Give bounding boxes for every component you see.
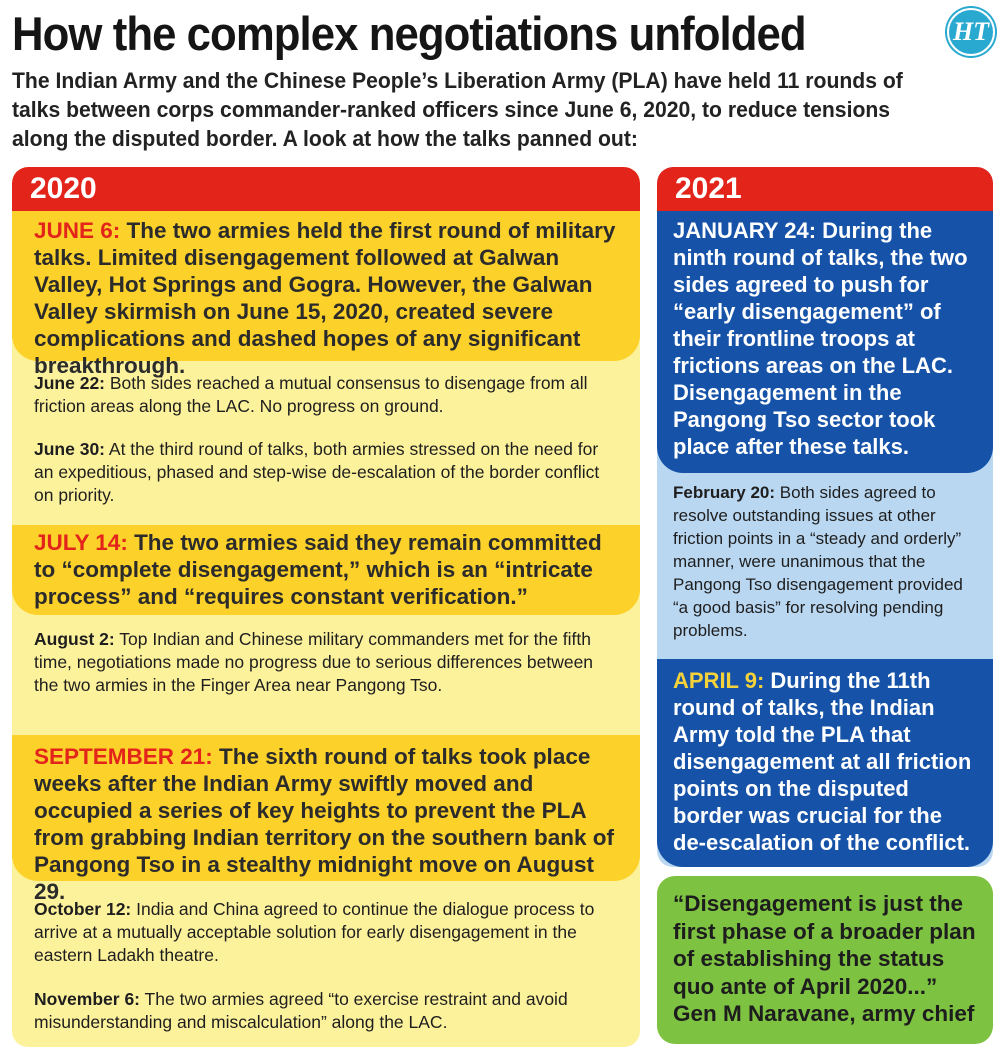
ht-logo-icon: HT [947, 8, 995, 56]
entry-date: JULY 14: [34, 530, 128, 555]
page-title: How the complex negotiations unfolded [12, 7, 806, 60]
entry-september-21 [12, 735, 640, 904]
entry-text: During the 11th round of talks, the Indian Army told the PLA that disengagement at all friction points on the disputed border was crucial for the de-escalation of the conflict. [673, 668, 972, 855]
quote-text: “Disengagement is just the first phase of a broader plan of establishing the status quo ante of April 2020...” [673, 891, 976, 999]
entry-date: November 6: [34, 989, 141, 1009]
intro-text: The Indian Army and the Chinese People’s Liberation Army (PLA) have held 11 rounds of talks between corps commander-ranked officers since June 6, 2020, to reduce tensions along the disputed border. A look at how the talks panned out: [12, 68, 903, 151]
entry-june-22 [12, 372, 640, 418]
entry-date: June 30: [34, 439, 105, 459]
quote-attribution: Gen M Naravane, army chief [673, 1001, 975, 1026]
entry-july-14 [12, 525, 640, 615]
entry-date: February 20: [673, 483, 776, 502]
entry-text: The sixth round of talks took place weeks after the Indian Army swiftly moved and occupied a series of key heights to prevent the PLA from grabbing Indian territory on the southern bank of Pangong Tso in a stealthy midnight move on August 29. [34, 744, 615, 904]
year-header-2020: 2020 [12, 167, 640, 211]
entry-text: Both sides agreed to resolve outstanding issues at other friction points in a “steady and orderly” manner, were unanimous that the Pangong Tso disengagement provided “a good basis” for resolving pending problems. [673, 483, 963, 640]
entry-august-2 [12, 628, 640, 697]
entry-date: APRIL 9: [673, 668, 765, 693]
entry-february-20 [657, 481, 993, 642]
entry-text: The two armies said they remain committed to “complete disengagement,” which is an “intricate process” and “requires constant verification.” [34, 530, 602, 609]
entry-text: During the ninth round of talks, the two sides agreed to push for “early disengagement” of their frontline troops at frictions areas on the LAC. Disengagement in the Pangong Tso sector took place after these talks. [673, 218, 968, 459]
entry-text: Both sides reached a mutual consensus to disengage from all friction areas along the LAC. No progress on ground. [34, 373, 588, 416]
column-2021 [657, 167, 993, 867]
entry-november-6 [12, 988, 640, 1034]
entry-june-30 [12, 438, 640, 507]
entry-october-12 [12, 898, 640, 967]
entry-text: At the third round of talks, both armies stressed on the need for an expeditious, phased and step-wise de-escalation of the border conflict on priority. [34, 439, 600, 505]
entry-april-9 [657, 659, 993, 867]
quote-box [657, 876, 993, 1044]
entry-date: October 12: [34, 899, 132, 919]
entry-date: JANUARY 24: [673, 218, 817, 243]
entry-june-6 [12, 211, 640, 378]
entry-january-24 [657, 211, 993, 473]
entry-text: Top Indian and Chinese military commanders met for the fifth time, negotiations made no progress due to serious differences between the two armies in the Finger Area near Pangong Tso. [34, 629, 594, 695]
entry-date: JUNE 6: [34, 218, 121, 243]
entry-date: SEPTEMBER 21: [34, 744, 213, 769]
year-header-2021: 2021 [657, 167, 993, 211]
column-2020 [12, 167, 640, 1047]
entry-text: The two armies agreed “to exercise restraint and avoid misunderstanding and miscalculation” along the LAC. [34, 989, 568, 1032]
entry-text: India and China agreed to continue the dialogue process to arrive at a mutually acceptable solution for early disengagement in the eastern Ladakh theatre. [34, 899, 595, 965]
entry-text: The two armies held the first round of military talks. Limited disengagement followed at Galwan Valley, Hot Springs and Gogra. However, the Galwan Valley skirmish on June 15, 2020, created severe complications and dashed hopes of any significant breakthrough. [34, 218, 616, 378]
entry-date: June 22: [34, 373, 105, 393]
entry-date: August 2: [34, 629, 115, 649]
